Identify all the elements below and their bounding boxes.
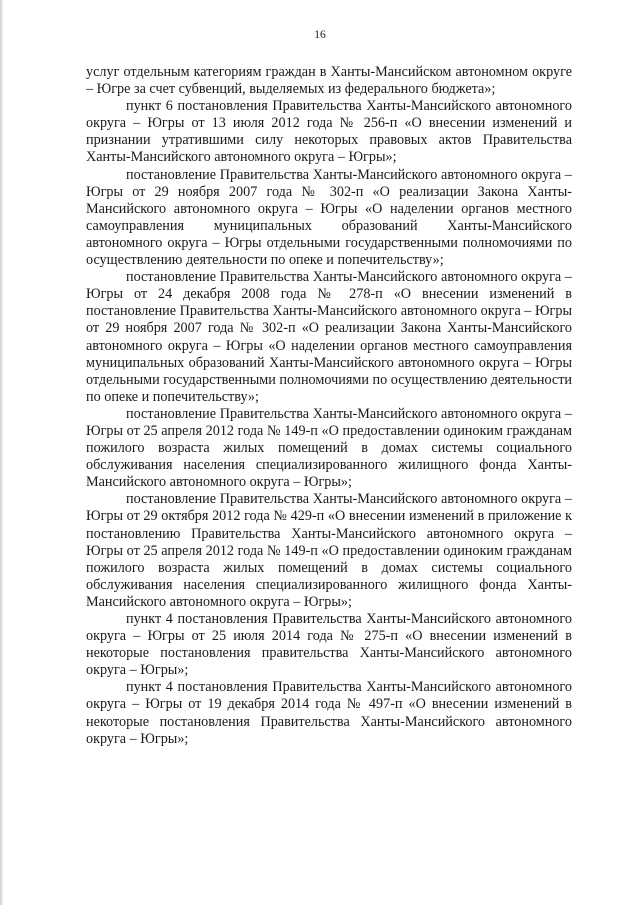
paragraph: услуг отдельным категориям граждан в Ханты-Мансийском автономном округе – Югре за счет субвенций, выделяемых из федерального бюджета»; [86,64,572,98]
paragraph: постановление Правительства Ханты-Мансийского автономного округа – Югры от 24 декабря 2008 года № 278-п «О внесении изменений в постановление Правительства Ханты-Мансийского автономного округа – Югры от 29 ноября 2007 года № 302-п «О реализации Закона Ханты-Мансийского автономного округа – Югры «О наделении органов местного самоуправления муниципальных образований Ханты-Мансийского автономного округа – Югры отдельными государственными полномочиями по осуществлению деятельности по опеке и попечительству»; [86,269,572,405]
paragraph: постановление Правительства Ханты-Мансийского автономного округа – Югры от 29 ноября 2007 года № 302-п «О реализации Закона Ханты-Мансийского автономного округа – Югры «О наделении органов местного самоуправления муниципальных образований Ханты-Мансийского автономного округа – Югры отдельными государственными полномочиями по осуществлению деятельности по опеке и попечительству»; [86,166,572,269]
paragraph: пункт 4 постановления Правительства Ханты-Мансийского автономного округа – Югры от 25 июля 2014 года № 275-п «О внесении изменений в некоторые постановления правительства Ханты-Мансийского автономного округа – Югры»; [86,611,572,679]
paragraph: постановление Правительства Ханты-Мансийского автономного округа – Югры от 25 апреля 2012 года № 149-п «О предоставлении одиноким гражданам пожилого возраста жилых помещений в домах системы социального обслуживания населения специализированного жилищного фонда Ханты-Мансийского автономного округа – Югры»; [86,405,572,491]
page-number: 16 [314,29,326,41]
paragraph: постановление Правительства Ханты-Мансийского автономного округа – Югры от 29 октября 2012 года № 429-п «О внесении изменений в приложение к постановлению Правительства Ханты-Мансийского автономного округа – Югры от 25 апреля 2012 года № 149-п «О предоставлении одиноким гражданам пожилого возраста жилых помещений в домах системы социального обслуживания населения специализированного жилищного фонда Ханты-Мансийского автономного округа – Югры»; [86,491,572,610]
paragraph: пункт 6 постановления Правительства Ханты-Мансийского автономного округа – Югры от 13 июля 2012 года № 256-п «О внесении изменений и признании утратившими силу некоторых правовых актов Правительства Ханты-Мансийского автономного округа – Югры»; [86,98,572,166]
document-body [86,64,572,748]
paragraph: пункт 4 постановления Правительства Ханты-Мансийского автономного округа – Югры от 19 декабря 2014 года № 497-п «О внесении изменений в некоторые постановления Правительства Ханты-Мансийского автономного округа – Югры»; [86,679,572,747]
scan-edge [0,0,3,905]
